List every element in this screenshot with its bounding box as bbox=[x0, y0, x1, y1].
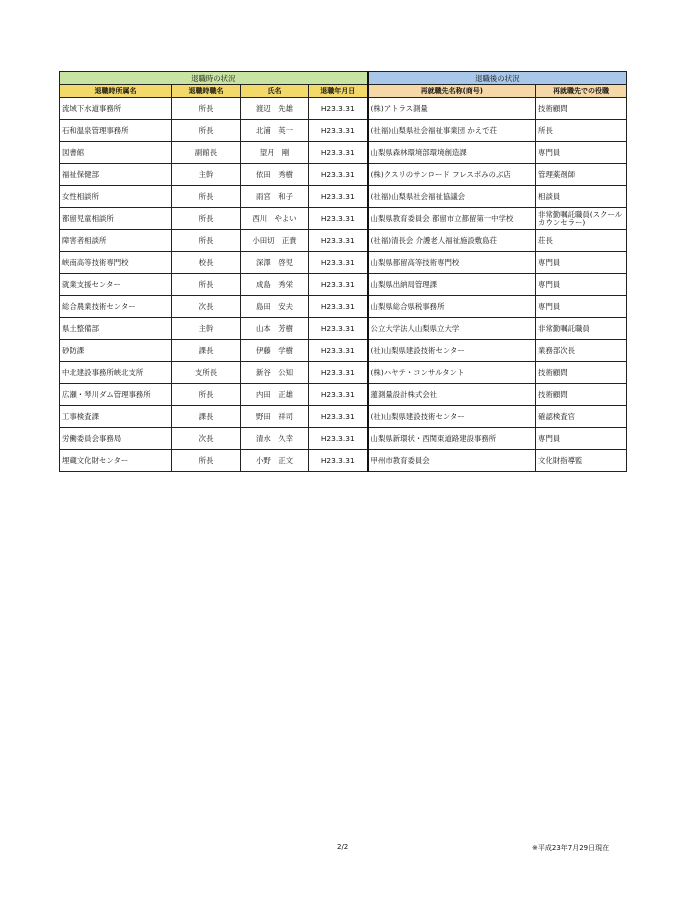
name-cell: 依田 秀樹 bbox=[241, 164, 309, 186]
position-cell: 課長 bbox=[172, 406, 241, 428]
table-row bbox=[60, 120, 627, 142]
department-cell: 労働委員会事務局 bbox=[60, 428, 172, 450]
new-role-cell: 非常勤嘱託職員(スクールカウンセラー) bbox=[536, 208, 627, 230]
new-role-cell: 管理薬剤師 bbox=[536, 164, 627, 186]
table-row bbox=[60, 318, 627, 340]
name-cell: 島田 安夫 bbox=[241, 296, 309, 318]
new-role-cell: 確認検査官 bbox=[536, 406, 627, 428]
new-role-cell: 技術顧問 bbox=[536, 98, 627, 120]
department-cell: 総合農業技術センター bbox=[60, 296, 172, 318]
new-employer-cell: 山梨県教育委員会 都留市立都留第一中学校 bbox=[368, 208, 536, 230]
position-cell: 次長 bbox=[172, 296, 241, 318]
position-cell: 支所長 bbox=[172, 362, 241, 384]
column-header-new-role: 再就職先での役職 bbox=[536, 85, 627, 98]
retirement-date-cell: H23.3.31 bbox=[309, 450, 368, 472]
name-cell: 内田 正雄 bbox=[241, 384, 309, 406]
name-cell: 新谷 公知 bbox=[241, 362, 309, 384]
column-header-name: 氏名 bbox=[241, 85, 309, 98]
retirement-date-cell: H23.3.31 bbox=[309, 164, 368, 186]
department-cell: 障害者相談所 bbox=[60, 230, 172, 252]
group-header-after: 退職後の状況 bbox=[368, 72, 627, 85]
new-employer-cell: 蓮測量設計株式会社 bbox=[368, 384, 536, 406]
new-role-cell: 非常勤嘱託職員 bbox=[536, 318, 627, 340]
department-cell: 中北建設事務所峡北支所 bbox=[60, 362, 172, 384]
new-role-cell: 所長 bbox=[536, 120, 627, 142]
new-role-cell: 荘長 bbox=[536, 230, 627, 252]
retirement-date-cell: H23.3.31 bbox=[309, 362, 368, 384]
position-cell: 主幹 bbox=[172, 164, 241, 186]
new-role-cell: 専門員 bbox=[536, 274, 627, 296]
name-cell: 渡辺 先雄 bbox=[241, 98, 309, 120]
new-role-cell: 業務部次長 bbox=[536, 340, 627, 362]
new-employer-cell: 甲州市教育委員会 bbox=[368, 450, 536, 472]
position-cell: 所長 bbox=[172, 384, 241, 406]
name-cell: 清水 久幸 bbox=[241, 428, 309, 450]
new-role-cell: 専門員 bbox=[536, 252, 627, 274]
department-cell: 工事検査課 bbox=[60, 406, 172, 428]
retirement-date-cell: H23.3.31 bbox=[309, 340, 368, 362]
department-cell: 峡南高等技術専門校 bbox=[60, 252, 172, 274]
name-cell: 野田 祥司 bbox=[241, 406, 309, 428]
column-header-department: 退職時所属名 bbox=[60, 85, 172, 98]
retirement-date-cell: H23.3.31 bbox=[309, 384, 368, 406]
retirement-date-cell: H23.3.31 bbox=[309, 98, 368, 120]
table-row bbox=[60, 164, 627, 186]
name-cell: 伊藤 学樹 bbox=[241, 340, 309, 362]
new-employer-cell: (株)アトラス測量 bbox=[368, 98, 536, 120]
new-employer-cell: (社)山梨県建設技術センター bbox=[368, 340, 536, 362]
table-row bbox=[60, 208, 627, 230]
new-role-cell: 技術顧問 bbox=[536, 384, 627, 406]
table-row bbox=[60, 450, 627, 472]
name-cell: 深澤 啓児 bbox=[241, 252, 309, 274]
position-cell: 校長 bbox=[172, 252, 241, 274]
column-header-position: 退職時職名 bbox=[172, 85, 241, 98]
name-cell: 小野 正文 bbox=[241, 450, 309, 472]
name-cell: 雨宮 和子 bbox=[241, 186, 309, 208]
new-employer-cell: (社福)清長会 介護老人福祉施設敷島荘 bbox=[368, 230, 536, 252]
table-row bbox=[60, 296, 627, 318]
table-row bbox=[60, 142, 627, 164]
department-cell: 県土整備部 bbox=[60, 318, 172, 340]
page-number: 2/2 bbox=[337, 843, 349, 851]
retirement-date-cell: H23.3.31 bbox=[309, 142, 368, 164]
table-row bbox=[60, 252, 627, 274]
new-role-cell: 相談員 bbox=[536, 186, 627, 208]
retirement-date-cell: H23.3.31 bbox=[309, 428, 368, 450]
table-row bbox=[60, 406, 627, 428]
position-cell: 所長 bbox=[172, 230, 241, 252]
reemployment-table bbox=[59, 71, 627, 472]
position-cell: 所長 bbox=[172, 450, 241, 472]
new-role-cell: 専門員 bbox=[536, 142, 627, 164]
new-employer-cell: 山梨県総合県税事務所 bbox=[368, 296, 536, 318]
department-cell: 都留児童相談所 bbox=[60, 208, 172, 230]
position-cell: 所長 bbox=[172, 186, 241, 208]
column-header-row bbox=[60, 85, 627, 98]
new-role-cell: 専門員 bbox=[536, 296, 627, 318]
department-cell: 女性相談所 bbox=[60, 186, 172, 208]
department-cell: 流域下水道事務所 bbox=[60, 98, 172, 120]
position-cell: 次長 bbox=[172, 428, 241, 450]
position-cell: 課長 bbox=[172, 340, 241, 362]
position-cell: 所長 bbox=[172, 98, 241, 120]
name-cell: 山本 芳樹 bbox=[241, 318, 309, 340]
retirement-date-cell: H23.3.31 bbox=[309, 296, 368, 318]
department-cell: 福祉保健部 bbox=[60, 164, 172, 186]
name-cell: 西川 やよい bbox=[241, 208, 309, 230]
new-role-cell: 技術顧問 bbox=[536, 362, 627, 384]
new-employer-cell: (株)ハヤテ・コンサルタント bbox=[368, 362, 536, 384]
table-row bbox=[60, 98, 627, 120]
retirement-date-cell: H23.3.31 bbox=[309, 230, 368, 252]
new-employer-cell: (社)山梨県建設技術センター bbox=[368, 406, 536, 428]
retirement-date-cell: H23.3.31 bbox=[309, 186, 368, 208]
position-cell: 副館長 bbox=[172, 142, 241, 164]
new-role-cell: 文化財指導監 bbox=[536, 450, 627, 472]
table-row bbox=[60, 230, 627, 252]
table-row bbox=[60, 428, 627, 450]
department-cell: 就業支援センター bbox=[60, 274, 172, 296]
position-cell: 所長 bbox=[172, 208, 241, 230]
new-employer-cell: 山梨県新環状・西関東道路建設事務所 bbox=[368, 428, 536, 450]
as-of-date-note: ※平成23年7月29日現在 bbox=[532, 844, 610, 852]
table-row bbox=[60, 274, 627, 296]
name-cell: 望月 剛 bbox=[241, 142, 309, 164]
table-row bbox=[60, 186, 627, 208]
table-row bbox=[60, 384, 627, 406]
department-cell: 砂防課 bbox=[60, 340, 172, 362]
new-employer-cell: (社福)山梨県社会福祉事業団 かえで荘 bbox=[368, 120, 536, 142]
new-employer-cell: (株)クスリのサンロード フレスポみのぶ店 bbox=[368, 164, 536, 186]
new-employer-cell: 山梨県森林環境部環境創造課 bbox=[368, 142, 536, 164]
column-header-retirement-date: 退職年月日 bbox=[309, 85, 368, 98]
name-cell: 小田切 正貴 bbox=[241, 230, 309, 252]
new-employer-cell: (社福)山梨県社会福祉協議会 bbox=[368, 186, 536, 208]
column-header-new-employer: 再就職先名称(商号) bbox=[368, 85, 536, 98]
name-cell: 成島 秀栄 bbox=[241, 274, 309, 296]
new-employer-cell: 山梨県出納局管理課 bbox=[368, 274, 536, 296]
group-header-before: 退職時の状況 bbox=[60, 72, 368, 85]
table-row bbox=[60, 340, 627, 362]
new-role-cell: 専門員 bbox=[536, 428, 627, 450]
position-cell: 所長 bbox=[172, 120, 241, 142]
retirement-date-cell: H23.3.31 bbox=[309, 274, 368, 296]
group-header-row bbox=[60, 72, 627, 85]
position-cell: 主幹 bbox=[172, 318, 241, 340]
department-cell: 図書館 bbox=[60, 142, 172, 164]
department-cell: 埋蔵文化財センター bbox=[60, 450, 172, 472]
department-cell: 石和温泉管理事務所 bbox=[60, 120, 172, 142]
retirement-date-cell: H23.3.31 bbox=[309, 318, 368, 340]
retirement-date-cell: H23.3.31 bbox=[309, 120, 368, 142]
retirement-date-cell: H23.3.31 bbox=[309, 252, 368, 274]
department-cell: 広瀬・琴川ダム管理事務所 bbox=[60, 384, 172, 406]
table-body bbox=[60, 98, 627, 472]
new-employer-cell: 公立大学法人山梨県立大学 bbox=[368, 318, 536, 340]
table-row bbox=[60, 362, 627, 384]
retirement-date-cell: H23.3.31 bbox=[309, 208, 368, 230]
position-cell: 所長 bbox=[172, 274, 241, 296]
name-cell: 北浦 英一 bbox=[241, 120, 309, 142]
retirement-date-cell: H23.3.31 bbox=[309, 406, 368, 428]
new-employer-cell: 山梨県都留高等技術専門校 bbox=[368, 252, 536, 274]
